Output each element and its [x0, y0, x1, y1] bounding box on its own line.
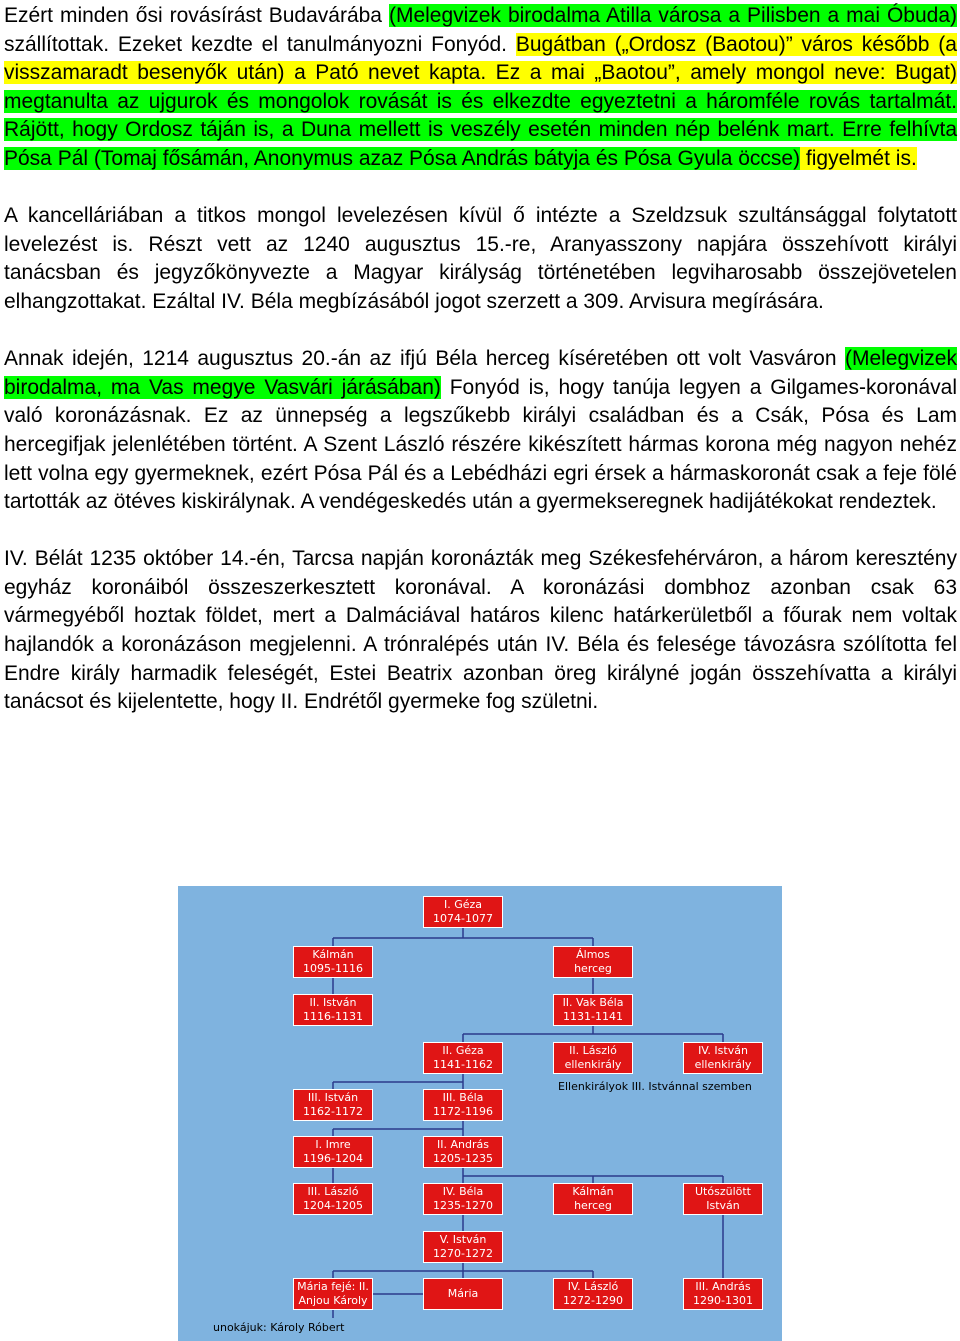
- node-andras-2: [423, 1136, 503, 1168]
- node-detail: Anjou Károly: [298, 1294, 368, 1307]
- node-name: I. Géza: [443, 898, 483, 911]
- text-run: szállítottak. Ezeket kezdte el tanulmányozni Fonyód.: [4, 32, 516, 56]
- family-tree-diagram: [178, 886, 782, 1341]
- node-detail: 1290-1301: [693, 1294, 753, 1307]
- node-istvan-2: [293, 994, 373, 1026]
- node-geza-2: [423, 1042, 503, 1074]
- node-name: II. István: [309, 996, 357, 1009]
- text-run: Fonyód is, hogy tanúja legyen a Gilgames-koronával való koronázásnak. Ez az ünnepség a legszűkebb királyi családban és a Csák, Pósa és Lam hercegifjak jelenlétében történt. A Szent László részére kikészített hármas korona még nagyon nehéz lett volna egy gyermeknek, ezért Pósa Pál és a Lebédházi egri érsek a hármaskoronát csak a feje fölé tartották az ötéves kiskirálynak. A vendégeskedés után a gyermekseregnek hadijátékokat rendeztek.: [4, 375, 957, 514]
- node-name: II. László: [569, 1044, 617, 1057]
- node-istvan-4: [683, 1042, 763, 1074]
- node-kalman: [293, 946, 373, 978]
- node-detail: 1162-1172: [303, 1105, 363, 1118]
- node-istvan-3: [293, 1089, 373, 1121]
- node-detail: 1131-1141: [563, 1010, 623, 1023]
- node-name: IV. István: [698, 1044, 748, 1057]
- paragraph-1: [4, 2, 957, 174]
- node-detail: 1270-1272: [433, 1247, 493, 1260]
- text-run: (Tomaj fősámán, Anonymus azaz Pósa András bátyja és Pósa Gyula öccse): [93, 146, 801, 170]
- node-detail: ellenkirály: [694, 1058, 752, 1071]
- node-detail: herceg: [574, 1199, 612, 1212]
- node-detail: 1272-1290: [563, 1294, 623, 1307]
- node-laszlo-3: [293, 1183, 373, 1215]
- node-name: III. Béla: [442, 1091, 484, 1104]
- text-run: Ezért minden ősi rovásírást Budavárába: [4, 4, 389, 27]
- node-name: II. Vak Béla: [562, 996, 624, 1009]
- node-detail: herceg: [574, 962, 612, 975]
- node-detail: 1204-1205: [303, 1199, 363, 1212]
- node-name: Utószülött: [695, 1185, 751, 1198]
- node-name: Kálmán: [312, 948, 354, 961]
- node-imre: [293, 1136, 373, 1168]
- node-almos: [553, 946, 633, 978]
- node-laszlo-4: [553, 1278, 633, 1310]
- text-run: A kancelláriában a titkos mongol levelezésen kívül ő intézte a Szeldzsuk szultánsággal folytatott levelezést is. Részt vett az 1240 augusztus 15.-re, Aranyasszony napjára összehívott királyi tanácsban és jegyzőkönyvezte a Magyar királyság történetében legviharosabb összejövetelen elhangzottakat. Ezáltal IV. Béla megbízásából jogot szerzett a 309. Arvisura megírására.: [4, 204, 957, 313]
- node-detail: István: [706, 1199, 740, 1212]
- text-run: IV. Bélát 1235 október 14.-én, Tarcsa napján koronázták meg Székesfehérváron, a három keresztény egyház koronáiból összeszerkesztett koronával. A koronázási dombhoz azonban csak 63 vármegyéből hoztak földet, mert a Dalmáciával határos kilenc határkerületből a főurak nem voltak hajlandók a koronázáson megjelenni. A trónralépés után IV. Béla és felesége távozásra szólította fel Endre király harmadik feleségét, Estei Beatrix azonban öreg királyné jogán összehívatta a királyi tanácsot és kijelentette, hogy II. Endrétől gyermeke fog születni.: [4, 547, 957, 714]
- node-istvan-5: [423, 1231, 503, 1263]
- node-detail: 1074-1077: [433, 912, 493, 925]
- node-maria: [423, 1278, 503, 1310]
- node-detail: 1196-1204: [303, 1152, 363, 1165]
- node-utoszulott: [683, 1183, 763, 1215]
- text-run: figyelmét is.: [800, 146, 917, 170]
- paragraph-3: [4, 345, 957, 517]
- node-name: Mária: [447, 1287, 479, 1300]
- note-unokajuk: unokájuk: Károly Róbert: [213, 1321, 345, 1334]
- node-name: III. András: [695, 1280, 751, 1293]
- node-name: Álmos: [576, 948, 610, 961]
- node-name: Kálmán: [572, 1185, 614, 1198]
- node-detail: ellenkirály: [564, 1058, 622, 1071]
- node-detail: 1205-1235: [433, 1152, 493, 1165]
- paragraph-4: [4, 545, 957, 717]
- text-run: (Melegvizek birodalma Atilla városa a Pilisben a mai Óbuda): [388, 4, 957, 27]
- node-andras-3: [683, 1278, 763, 1310]
- node-bela-4: [423, 1183, 503, 1215]
- node-name: II. Géza: [442, 1044, 484, 1057]
- node-detail: 1172-1196: [433, 1105, 493, 1118]
- document-body: [4, 2, 957, 745]
- node-name: III. István: [307, 1091, 359, 1104]
- node-laszlo-2: [553, 1042, 633, 1074]
- node-bela-3: [423, 1089, 503, 1121]
- node-name: II. András: [437, 1138, 489, 1151]
- node-bela-2: [553, 994, 633, 1026]
- paragraph-2: [4, 202, 957, 316]
- node-detail: 1095-1116: [303, 962, 363, 975]
- text-run: (Melegvizek birodalma, ma Vas megye Vasvári járásában): [4, 347, 957, 399]
- text-run: Annak idején, 1214 augusztus 20.-án az ifjú Béla herceg kíséretében ott volt Vasváron: [4, 347, 845, 371]
- text-run: Bugátban („Ordosz (Baotou)” város később (a visszamaradt besenyők után) a Pató nevet kapta. Ez a mai „Baotou”, amely mongol neve: Bugat): [4, 32, 957, 85]
- node-name: Mária fejé: II.: [297, 1280, 369, 1293]
- node-detail: 1116-1131: [303, 1010, 363, 1023]
- node-detail: 1235-1270: [433, 1199, 493, 1212]
- node-geza-1: [423, 896, 503, 928]
- node-detail: 1141-1162: [433, 1058, 493, 1071]
- node-name: III. László: [307, 1185, 359, 1198]
- node-name: V. István: [439, 1233, 487, 1246]
- text-run: megtanulta az ujgurok és mongolok rovását is és elkezdte egyeztetni a háromféle rovás tartalmát. Rájött, hogy Ordosz táján is, a Duna mellett is veszély esetén minden nép belénk mart. Erre felhívta Pósa Pál: [4, 89, 957, 170]
- node-name: I. Imre: [315, 1138, 351, 1151]
- node-kalman-herceg: [553, 1183, 633, 1215]
- note-ellenkiralyok: Ellenkirályok III. Istvánnal szemben: [558, 1080, 752, 1093]
- node-name: IV. Béla: [442, 1185, 484, 1198]
- node-name: IV. László: [567, 1280, 619, 1293]
